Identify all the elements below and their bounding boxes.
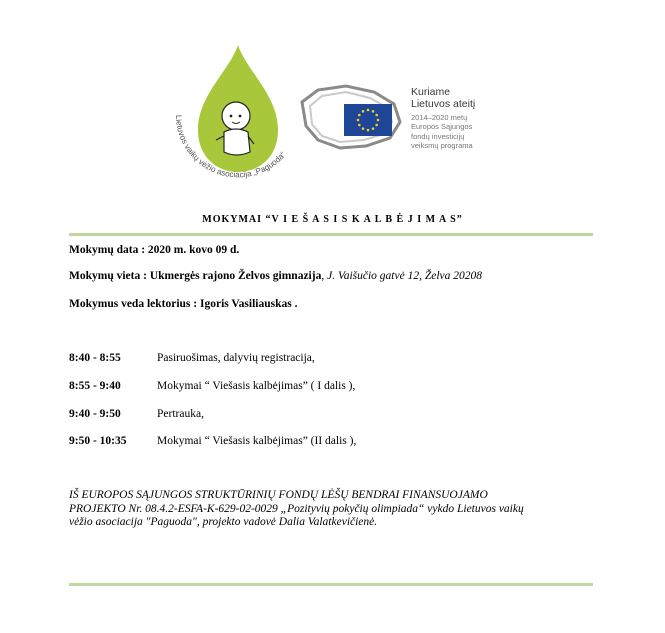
schedule-time: 9:50 - 10:35 [69,435,127,447]
schedule-time: 8:40 - 8:55 [69,352,121,364]
paguoda-logo [168,40,308,190]
eu-star-icon [357,119,360,122]
schedule-activity: Pasiruošimas, dalyvių registracija, [157,352,315,364]
schedule-activity: Mokymai “ Viešasis kalbėjimas” (II dalis ), [157,435,357,447]
schedule-activity: Mokymai “ Viešasis kalbėjimas” ( I dalis ), [157,380,356,392]
eu-star-icon [375,124,378,127]
eu-star-icon [367,129,370,132]
eu-star-icon [362,127,365,130]
eu-funds-logo [296,82,406,152]
schedule-activity: Pertrauka, [157,408,204,420]
funding-note: IŠ EUROPOS SĄJUNGOS STRUKTŪRINIŲ FONDŲ LĖŠŲ BENDRAI FINANSUOJAMO PROJEKTO Nr. 08.4.2-ESFA-K-629-02-0029 „Pozityvių pokyčių olimpiada“ vykdo Lietuvos vaikų vėžio asociacija "Paguoda", projekto vadovė Dalia Valatkevičienė. [69,489,524,528]
schedule-time: 9:40 - 9:50 [69,408,121,420]
association-arc-text: Lietuvos vaikų vėžio asociacija „Paguoda“ [173,114,288,180]
lecturer-line: Mokymus veda lektorius : Igoris Vasiliauskas . [69,298,298,310]
eu-star-icon [372,110,375,113]
place-line: Mokymų vieta : Ukmergės rajono Želvos gimnazija, J. Vaišučio gatvė 12, Želva 20208 [69,270,482,282]
eu-slogan-line-1: Kuriame [411,86,451,98]
eu-star-icon [375,114,378,117]
schedule-time: 8:55 - 9:40 [69,380,121,392]
eu-star-icon [358,124,361,127]
eu-program-text: 2014–2020 metų Europos Sąjungos fondų investicijų veiksmų programa [411,113,473,151]
eu-star-icon [362,110,365,113]
eu-slogan-block [411,86,475,151]
eu-slogan-line-2: Lietuvos ateitį [411,98,476,110]
eu-star-icon [372,127,375,130]
top-divider [69,233,593,236]
bottom-divider [69,583,593,586]
child-figure-icon [222,102,250,130]
eu-star-icon [358,114,361,117]
eu-star-icon [367,109,370,112]
document-title: MOKYMAI “V I E Š A S I S K A L B Ė J I M A S” [202,214,463,225]
header [0,0,665,200]
date-line: Mokymų data : 2020 m. kovo 09 d. [69,244,240,256]
eu-star-icon [377,119,380,122]
